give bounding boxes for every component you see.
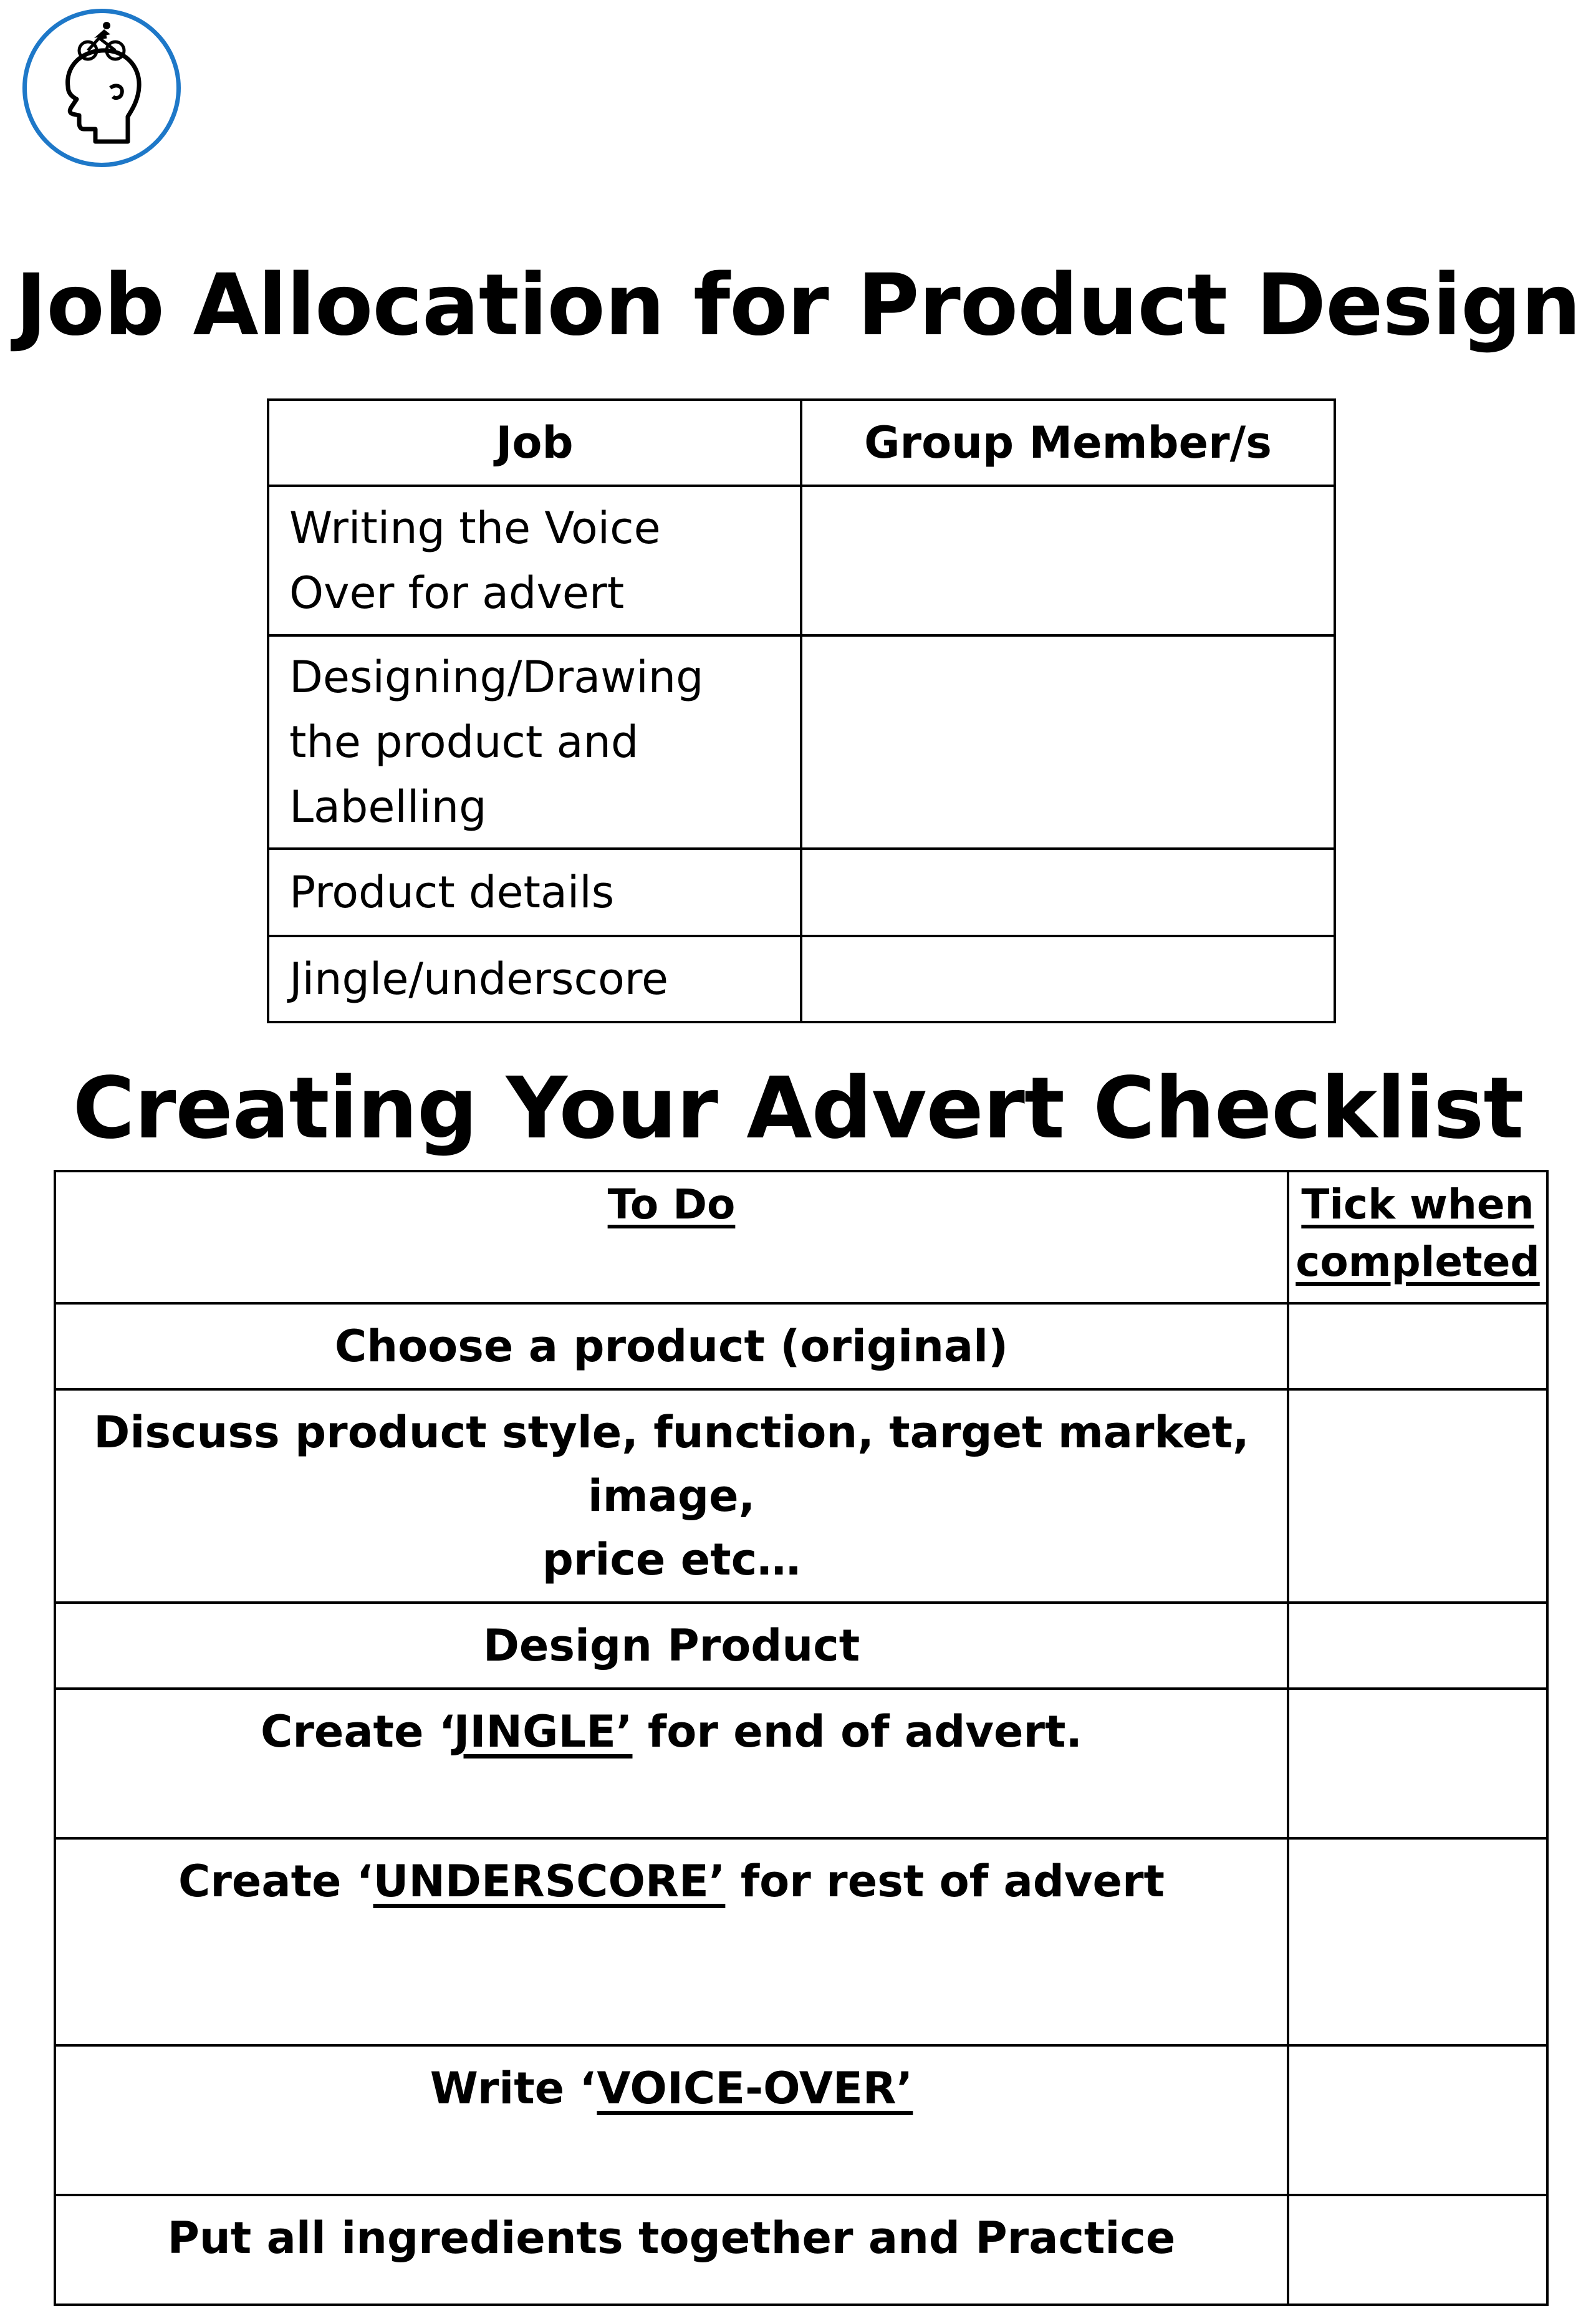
job-cell: Product details [268,849,801,936]
job-table-header-row [268,400,1335,486]
tick-cell[interactable] [1288,1389,1547,1603]
advert-checklist-table [54,1170,1549,2306]
table-row [55,1689,1547,1838]
todo-cell: Choose a product (original) [55,1303,1288,1389]
tick-cell[interactable] [1288,1603,1547,1689]
table-row [268,486,1335,635]
table-row [268,849,1335,936]
members-cell[interactable] [801,936,1335,1022]
table-row [55,1303,1547,1389]
job-cell: Designing/Drawing the product and Labelling [268,635,801,849]
logo [22,9,181,167]
job-column-header: Job [268,400,801,486]
table-row [55,2045,1547,2195]
job-cell: Jingle/underscore [268,936,801,1022]
job-allocation-title: Job Allocation for Product Design [15,256,1581,355]
todo-cell: Design Product [55,1603,1288,1689]
todo-cell: Put all ingredients together and Practice [55,2195,1288,2305]
todo-cell: Discuss product style, function, target market, image, price etc… [55,1389,1288,1603]
table-row [268,936,1335,1022]
members-cell[interactable] [801,635,1335,849]
head-with-cyclist-icon [27,13,176,163]
todo-column-header: To Do [55,1171,1288,1303]
table-row [55,1838,1547,2045]
tick-cell[interactable] [1288,2195,1547,2305]
members-cell[interactable] [801,486,1335,635]
checklist-title: Creating Your Advert Checklist [72,1059,1524,1158]
tick-cell[interactable] [1288,1689,1547,1838]
table-row [55,2195,1547,2305]
tick-cell[interactable] [1288,2045,1547,2195]
members-cell[interactable] [801,849,1335,936]
members-column-header: Group Member/s [801,400,1335,486]
job-allocation-table [267,398,1336,1023]
todo-cell: Write ‘VOICE-OVER’ [55,2045,1288,2195]
todo-cell: Create ‘UNDERSCORE’ for rest of advert [55,1838,1288,2045]
tick-column-header: Tick when completed [1288,1171,1547,1303]
todo-cell: Create ‘JINGLE’ for end of advert. [55,1689,1288,1838]
table-row [55,1603,1547,1689]
checklist-header-row [55,1171,1547,1303]
tick-cell[interactable] [1288,1303,1547,1389]
job-cell: Writing the Voice Over for advert [268,486,801,635]
table-row [55,1389,1547,1603]
tick-cell[interactable] [1288,1838,1547,2045]
table-row [268,635,1335,849]
